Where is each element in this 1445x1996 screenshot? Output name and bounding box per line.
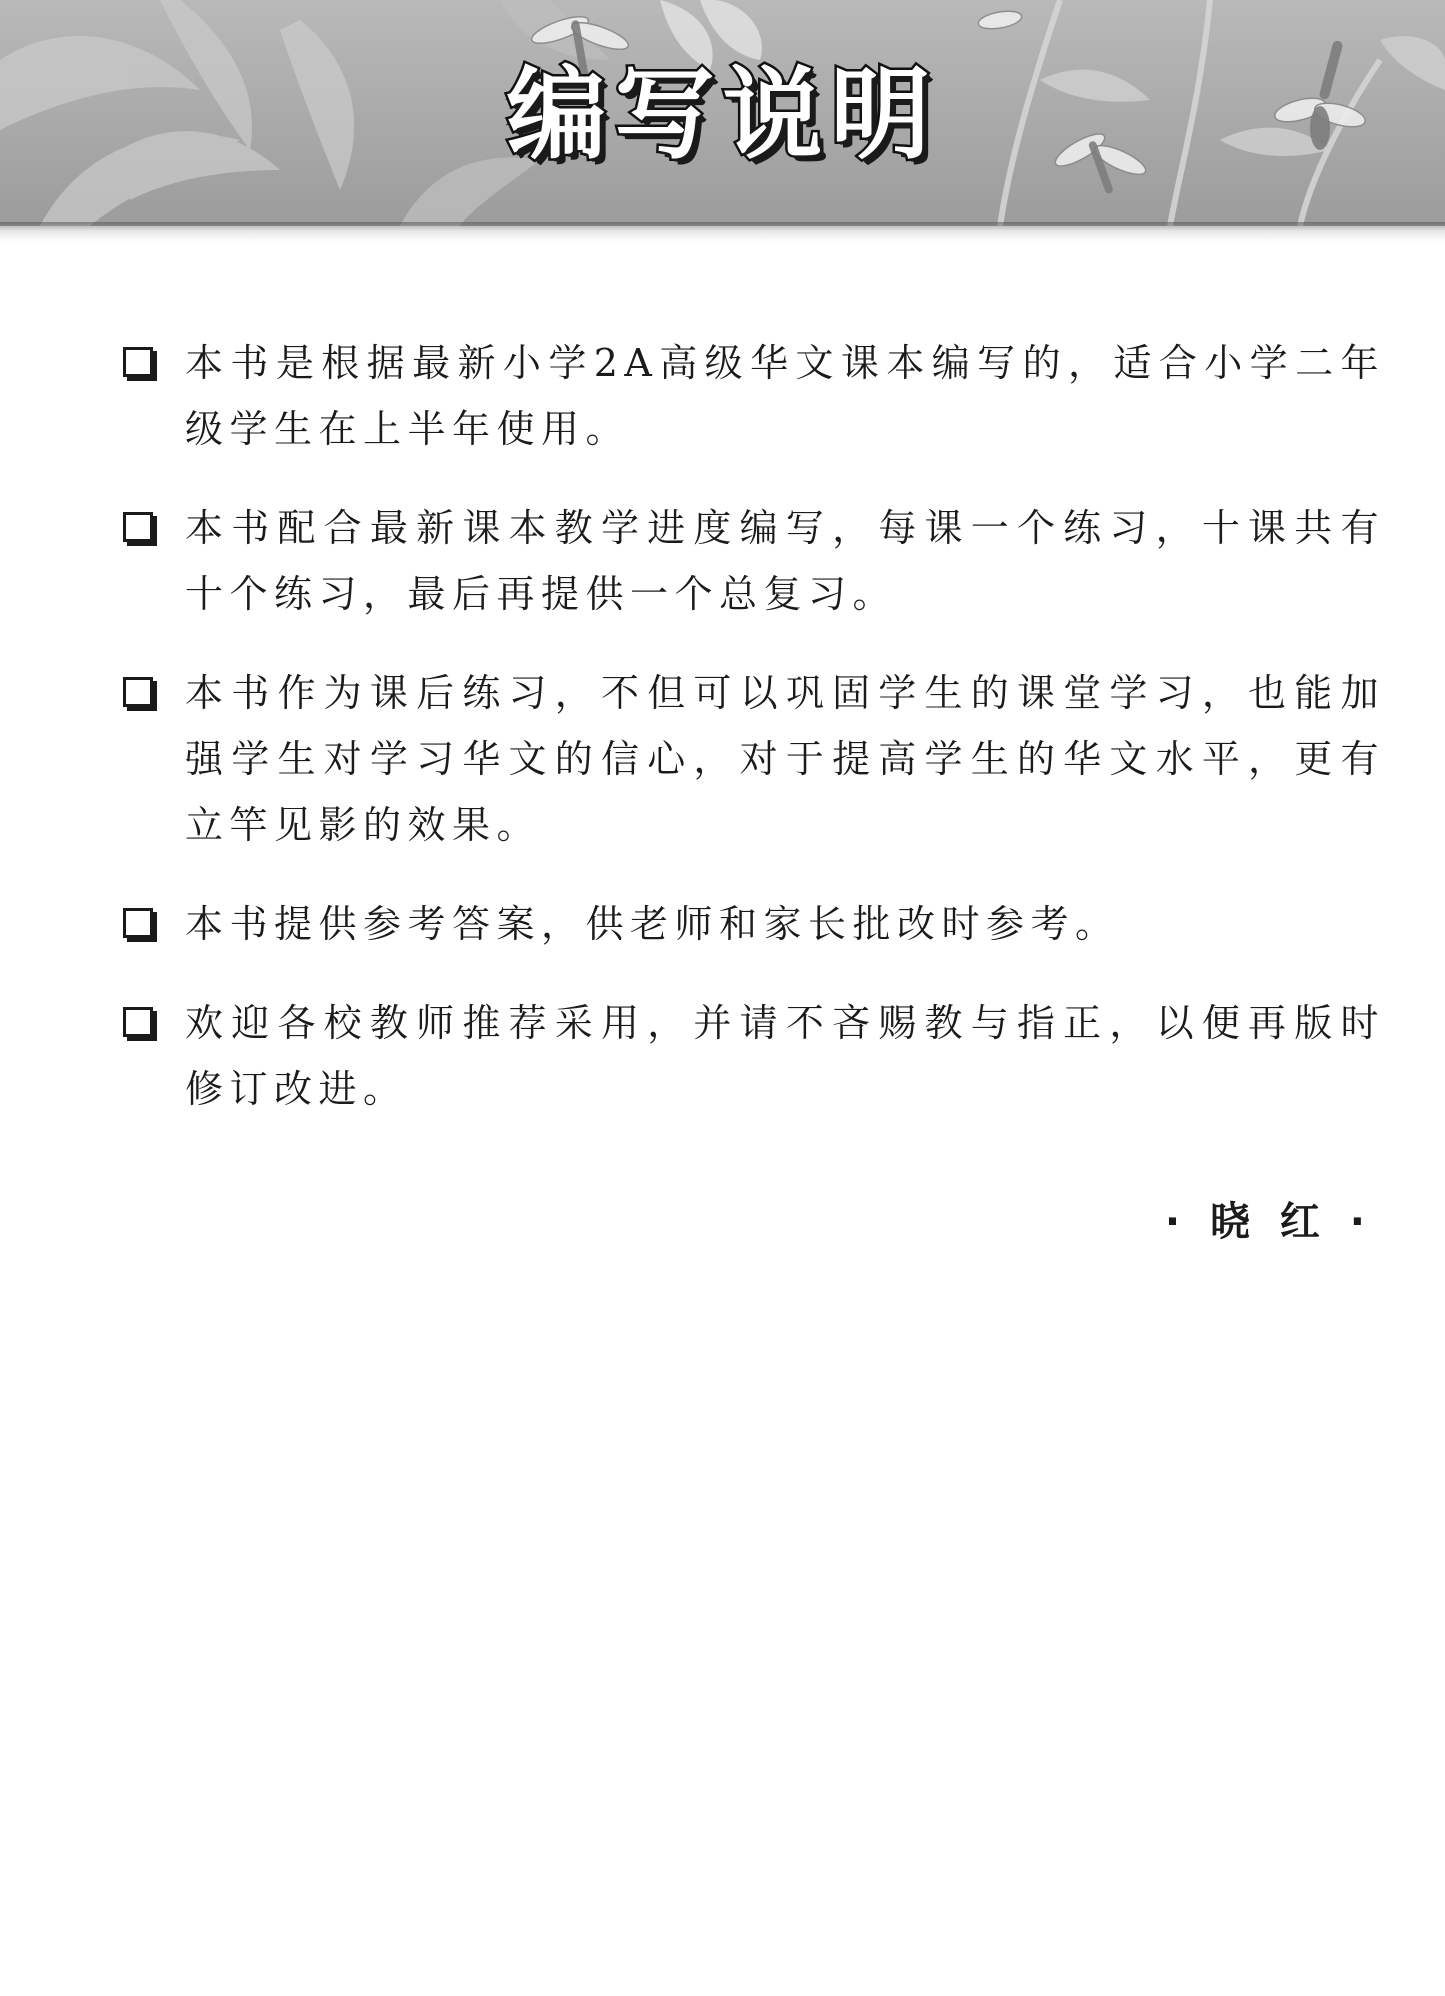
list-item <box>120 330 1385 462</box>
note-text: 欢迎各校教师推荐采用，并请不吝赐教与指正，以便再版时修订改进。 <box>185 1001 1385 1111</box>
list-item <box>120 495 1385 627</box>
list-item <box>120 660 1385 858</box>
page-title: 编写说明 <box>506 56 939 173</box>
header-banner <box>0 0 1445 226</box>
note-text: 本书配合最新课本教学进度编写，每课一个练习，十课共有十个练习，最后再提供一个总复习。 <box>185 506 1385 616</box>
checkbox-bullet-icon <box>123 908 153 938</box>
note-text: 本书是根据最新小学2A高级华文课本编写的，适合小学二年级学生在上半年使用。 <box>185 341 1385 451</box>
list-item <box>120 891 1385 957</box>
checkbox-bullet-icon <box>123 347 153 377</box>
banner-shadow <box>0 222 1445 242</box>
checkbox-bullet-icon <box>123 1007 153 1037</box>
note-text: 本书提供参考答案，供老师和家长批改时参考。 <box>185 902 1120 946</box>
note-text: 本书作为课后练习，不但可以巩固学生的课堂学习，也能加强学生对学习华文的信心，对于提高学生的华文水平，更有立竿见影的效果。 <box>185 671 1385 847</box>
notes-list <box>120 330 1385 1155</box>
checkbox-bullet-icon <box>123 677 153 707</box>
list-item <box>120 990 1385 1122</box>
author-signature: · 晓 红 · <box>1164 1199 1373 1245</box>
checkbox-bullet-icon <box>123 512 153 542</box>
